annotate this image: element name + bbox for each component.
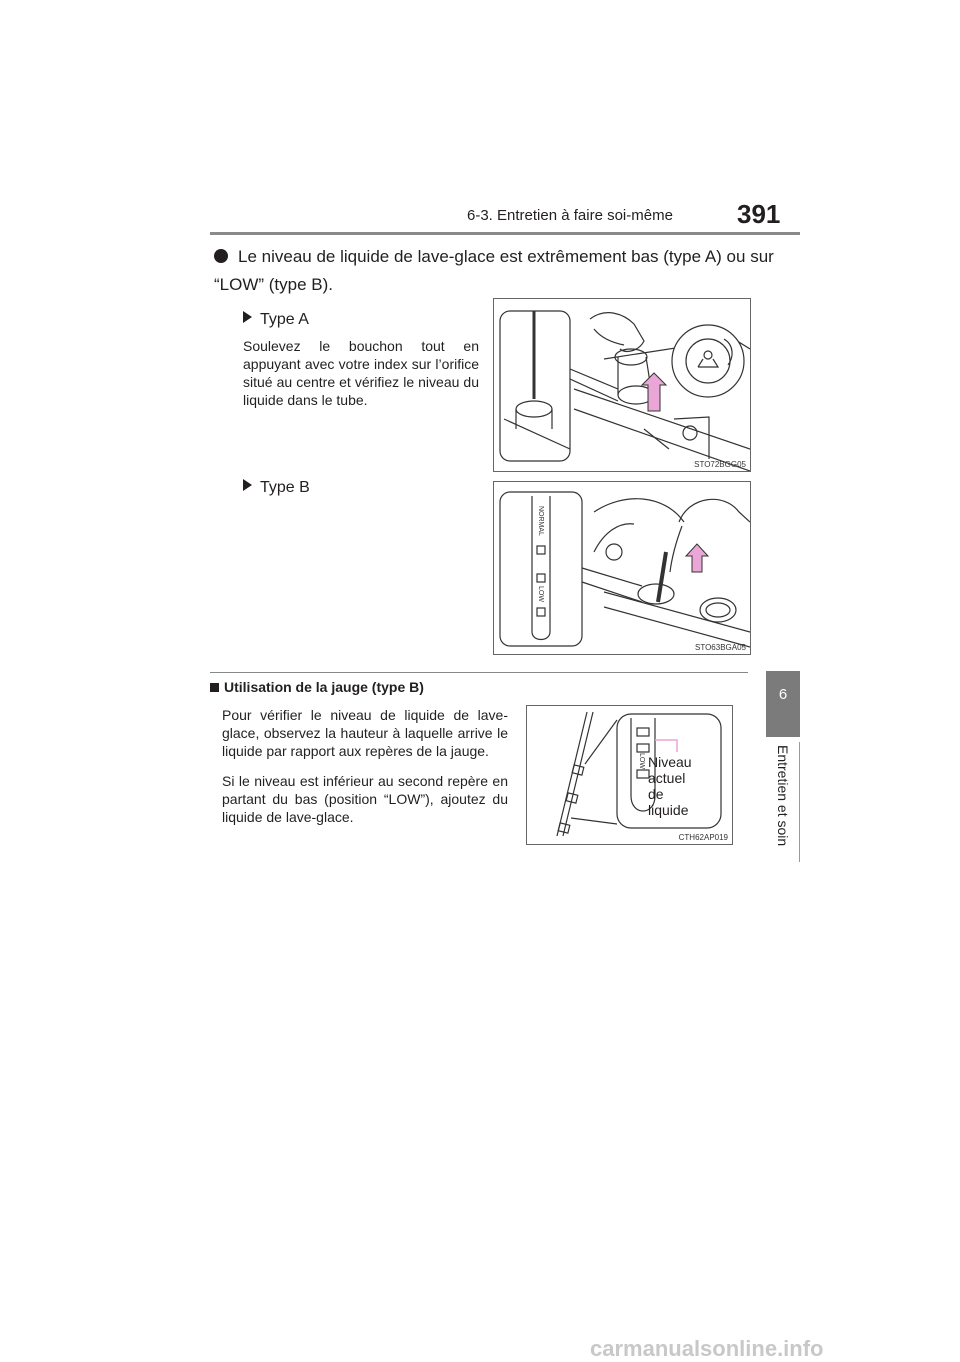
gauge-illustration xyxy=(527,706,732,844)
triangle-icon xyxy=(243,479,252,491)
caption-line: Niveau xyxy=(648,754,692,770)
page-number: 391 xyxy=(737,199,781,229)
section-title: 6-3. Entretien à faire soi-même xyxy=(467,207,673,224)
triangle-icon xyxy=(243,311,252,323)
figure-code: CTH62AP019 xyxy=(678,833,728,842)
caption-line: actuel xyxy=(648,770,686,786)
type-b-label: Type B xyxy=(260,479,310,496)
chapter-tab xyxy=(766,671,800,737)
type-a-label: Type A xyxy=(260,311,309,328)
gauge-normal-mark: NORMAL xyxy=(537,506,544,536)
chapter-tab-line xyxy=(799,742,800,862)
section-separator xyxy=(210,672,748,673)
bullet-text: Le niveau de liquide de lave-glace est extrêmement bas (type A) ou sur “LOW” (type B). xyxy=(214,247,774,294)
bullet-item xyxy=(214,243,774,299)
gauge-low-mark: LOW xyxy=(537,586,544,602)
type-b-illustration xyxy=(494,482,750,654)
type-b-heading xyxy=(243,479,310,497)
type-a-description: Soulevez le bouchon tout en appuyant avec votre index sur l’orifice situé au centre et vérifiez le niveau du liquide dans le tube. xyxy=(243,338,479,408)
subsection-heading-text: Utilisation de la jauge (type B) xyxy=(224,679,424,695)
type-a-illustration xyxy=(494,299,750,471)
gauge-low-mark: LOW xyxy=(638,753,645,769)
subsection-heading xyxy=(210,679,424,695)
figure-code: STO63BGA05 xyxy=(695,643,746,652)
liquid-level-caption xyxy=(648,754,692,818)
chapter-label xyxy=(775,745,795,857)
section2-paragraph-1: Pour vérifier le niveau de liquide de lave-glace, observez la hauteur à laquelle arrive le liquide par rapport aux repères de la jauge. xyxy=(222,707,508,759)
figure-type-b xyxy=(493,481,751,655)
square-bullet-icon xyxy=(210,683,219,692)
caption-line: de xyxy=(648,786,664,802)
section2-paragraph-2: Si le niveau est inférieur au second repère en partant du bas (position “LOW”), ajoutez du liquide de lave-glace. xyxy=(222,773,508,825)
chapter-number: 6 xyxy=(778,686,788,703)
figure-code: STO72BGG05 xyxy=(694,460,746,469)
bullet-dot-icon xyxy=(214,249,228,263)
type-a-heading xyxy=(243,311,309,329)
chapter-label-text: Entretien et soin xyxy=(775,745,791,847)
figure-gauge-usage xyxy=(526,705,733,845)
header-rule xyxy=(210,232,800,235)
watermark: carmanualsonline.info xyxy=(590,1336,824,1361)
figure-type-a xyxy=(493,298,751,472)
caption-line: liquide xyxy=(648,802,689,818)
